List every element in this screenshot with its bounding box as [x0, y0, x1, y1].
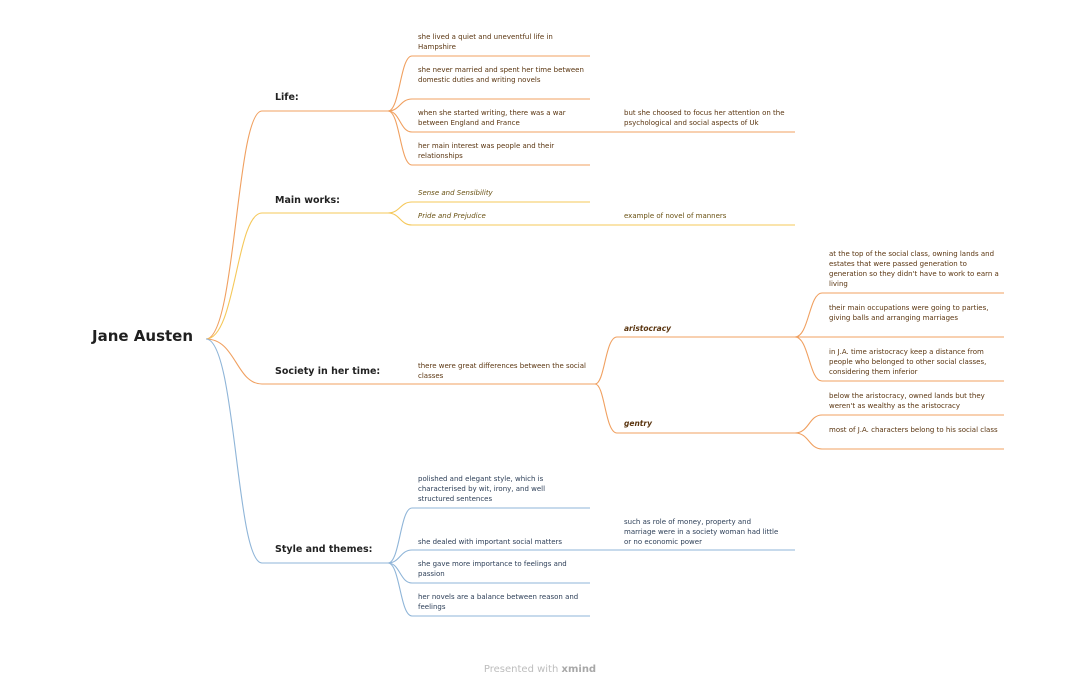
branch-style[interactable]: Style and themes:	[275, 544, 373, 555]
life-leaf-2[interactable]: she never married and spent her time between domestic duties and writing novels	[418, 66, 584, 84]
style-leaf-2[interactable]: she dealed with important social matters	[418, 538, 563, 546]
aristocracy-note-1[interactable]: at the top of the social class, owning lands and estates that were passed generation to generation so they didn't have to work to earn a living	[829, 250, 999, 288]
works-leaf-2[interactable]: Pride and Prejudice	[418, 212, 486, 220]
footer-prefix: Presented with	[483, 664, 559, 675]
works-pp-note[interactable]: example of novel of manners	[624, 212, 727, 220]
style-leaf-3[interactable]: she gave more importance to feelings and passion	[418, 560, 567, 578]
connector-society	[206, 339, 388, 384]
branch-main-works[interactable]: Main works:	[275, 195, 340, 206]
life-leaf-1[interactable]: she lived a quiet and uneventful life in Hampshire	[418, 33, 553, 51]
style-leaf-1[interactable]: polished and elegant style, which is characterised by wit, irony, and well structured sentences	[418, 475, 546, 503]
gentry-note-1[interactable]: below the aristocracy, owned lands but they weren't as wealthy as the aristocracy	[829, 392, 985, 410]
life-war-note[interactable]: but she choosed to focus her attention on the psychological and social aspects of Uk	[624, 109, 785, 127]
footer-credit	[0, 664, 1080, 675]
society-gentry[interactable]: gentry	[624, 419, 652, 428]
xmind-logo: xmind	[561, 664, 597, 675]
society-leaf[interactable]: there were great differences between the social classes	[418, 362, 586, 380]
works-leaf-1[interactable]: Sense and Sensibility	[418, 189, 493, 197]
connector-works	[206, 213, 388, 339]
gentry-note-2[interactable]: most of J.A. characters belong to his social class	[829, 426, 998, 434]
style-social-note[interactable]: such as role of money, property and marriage were in a society woman had little or no economic power	[624, 518, 779, 546]
branch-society[interactable]: Society in her time:	[275, 366, 381, 377]
life-leaf-4[interactable]: her main interest was people and their relationships	[418, 142, 555, 160]
branch-life[interactable]: Life:	[275, 92, 299, 103]
connector-life	[206, 111, 388, 339]
aristocracy-note-2[interactable]: their main occupations were going to parties, giving balls and arranging marriages	[829, 304, 989, 322]
style-leaf-4[interactable]: her novels are a balance between reason and feelings	[418, 593, 579, 611]
life-leaf-3[interactable]: when she started writing, there was a war between England and France	[418, 109, 566, 127]
society-aristocracy[interactable]: aristocracy	[624, 324, 672, 333]
aristocracy-note-3[interactable]: in J.A. time aristocracy keep a distance from people who belonged to other social classes, considering them inferior	[829, 348, 987, 376]
root-topic[interactable]: Jane Austen	[92, 327, 194, 345]
